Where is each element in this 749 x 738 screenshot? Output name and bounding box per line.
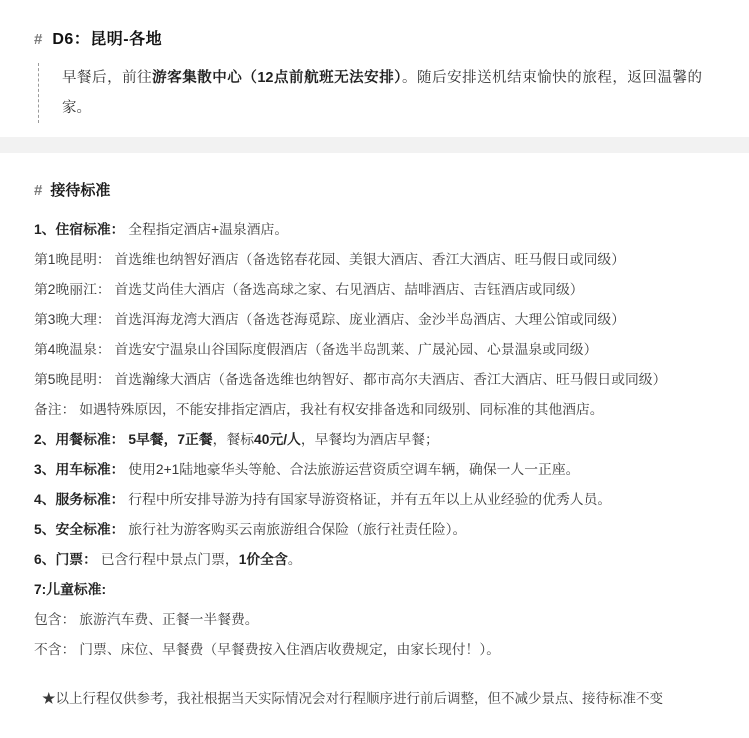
plain-text: 首选洱海龙湾大酒店（备选苍海觅踪、庞业酒店、金沙半岛酒店、大理公馆或同级） [110, 312, 625, 327]
emphasis-text: 2、用餐标准： [34, 432, 125, 447]
plain-text: 如遇特殊原因，不能安排指定酒店，我社有权安排备选和同级别、同标准的其他酒店。 [75, 402, 604, 417]
dashed-rail [38, 63, 40, 123]
plain-text: ，早餐均为酒店早餐； [300, 432, 439, 447]
hash-marker: # [34, 182, 43, 199]
plain-text: 第3晚大理： [34, 312, 111, 327]
day-section [0, 0, 749, 137]
standards-line [34, 216, 725, 244]
day-body [38, 63, 725, 123]
standards-title: 接待标准 [50, 182, 111, 199]
standards-heading [34, 179, 725, 200]
standards-line [34, 456, 725, 484]
emphasis-text: 40元/人 [254, 432, 301, 447]
plain-text: 第2晚丽江： [34, 282, 111, 297]
plain-text: 。随后安排送机结束愉快的旅程，返回温馨的家。 [62, 70, 703, 116]
plain-text: 使用2+1陆地豪华头等舱、合法旅游运营资质空调车辆，确保一人一正座。 [124, 462, 580, 477]
day-description [62, 63, 702, 123]
plain-text: 包含： [34, 612, 76, 627]
plain-text: 第5晚昆明： [34, 372, 111, 387]
standards-line [34, 426, 725, 454]
plain-text: 已含行程中景点门票， [96, 552, 239, 567]
emphasis-text: 3、用车标准： [34, 462, 125, 477]
section-divider [0, 137, 749, 153]
plain-text: 首选艾尚佳大酒店（备选高球之家、右见酒店、喆啡酒店、吉钰酒店或同级） [110, 282, 584, 297]
standards-line [34, 636, 725, 664]
hash-marker: # [34, 31, 43, 48]
emphasis-text: 游客集散中心（12点前航班无法安排） [152, 70, 402, 86]
emphasis-text: 6、门票： [34, 552, 97, 567]
emphasis-text: 1价全含 [238, 552, 288, 567]
emphasis-text: 1、住宿标准： [34, 222, 125, 237]
emphasis-text: 4、服务标准： [34, 492, 125, 507]
plain-text: 首选瀚缘大酒店（备选备选维也纳智好、都市高尔夫酒店、香江大酒店、旺马假日或同级） [110, 372, 667, 387]
plain-text: 不含： [34, 642, 76, 657]
plain-text: 备注： [34, 402, 76, 417]
plain-text: ，餐标 [212, 432, 255, 447]
emphasis-text: 5、安全标准： [34, 522, 125, 537]
standards-line [34, 486, 725, 514]
plain-text: 第4晚温泉： [34, 342, 111, 357]
plain-text: 旅行社为游客购买云南旅游组合保险（旅行社责任险）。 [124, 522, 467, 537]
standards-line [34, 276, 725, 304]
standards-line [34, 306, 725, 334]
plain-text: 首选安宁温泉山谷国际度假酒店（备选半岛凯莱、广晟沁园、心景温泉或同级） [110, 342, 598, 357]
day-heading [34, 26, 725, 49]
standards-list [34, 216, 725, 664]
plain-text: 第1晚昆明： [34, 252, 111, 267]
plain-text: 。 [287, 552, 302, 567]
plain-text: 全程指定酒店+温泉酒店。 [124, 222, 289, 237]
standards-line [34, 336, 725, 364]
standards-section [0, 153, 749, 738]
standards-line [34, 576, 725, 604]
standards-line [34, 546, 725, 574]
plain-text: 门票、床位、早餐费（早餐费按入住酒店收费规定，由家长现付！）。 [75, 642, 501, 657]
standards-line [34, 516, 725, 544]
emphasis-text: 5早餐，7正餐 [128, 432, 213, 447]
standards-line [34, 366, 725, 394]
plain-text: 首选维也纳智好酒店（备选铭春花园、美银大酒店、香江大酒店、旺马假日或同级） [110, 252, 625, 267]
emphasis-text: 7:儿童标准: [34, 582, 107, 597]
page-title: D6：昆明-各地 [52, 31, 163, 48]
plain-text: 旅游汽车费、正餐一半餐费。 [75, 612, 259, 627]
standards-line [34, 606, 725, 634]
standards-line [34, 246, 725, 274]
plain-text: 早餐后，前往 [62, 70, 153, 86]
plain-text: 行程中所安排导游为持有国家导游资格证，并有五年以上从业经验的优秀人员。 [124, 492, 612, 507]
standards-footnote: ★以上行程仅供参考，我社根据当天实际情况会对行程顺序进行前后调整，但不减少景点、接待标准不变 [42, 691, 663, 706]
standards-line [34, 396, 725, 424]
